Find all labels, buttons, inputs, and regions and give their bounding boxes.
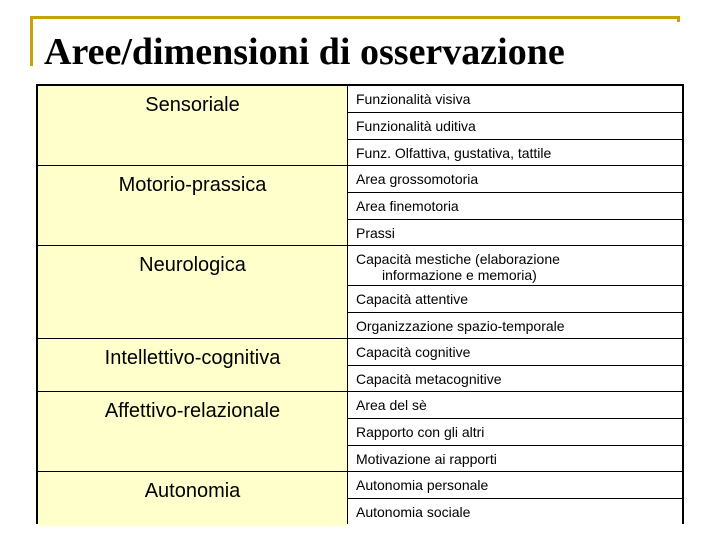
table-row: Motivazione ai rapporti [348, 446, 682, 472]
category-label: Neurologica [139, 254, 246, 276]
table-row: Prassi [348, 220, 682, 246]
category-cell-affettivo-relazionale [38, 392, 347, 472]
table-row: Capacità cognitive [348, 339, 682, 366]
table-row: Area del sè [348, 392, 682, 419]
table-row-line: Capacità mestiche (elaborazione [356, 251, 560, 267]
table-row: Autonomia personale [348, 472, 682, 499]
category-cell-neurologica [38, 246, 347, 339]
category-column [38, 86, 348, 522]
title-frame-top-line [30, 16, 680, 19]
table-row: Funzionalità visiva [348, 86, 682, 113]
category-cell-autonomia [38, 472, 347, 526]
table-row: Funzionalità uditiva [348, 113, 682, 140]
table-row-line: informazione e memoria) [382, 267, 537, 283]
table-row [348, 246, 682, 286]
table-row: Area grossomotoria [348, 166, 682, 193]
category-cell-intellettivo-cognitiva [38, 339, 347, 392]
item-column [348, 86, 682, 522]
category-cell-sensoriale [38, 86, 347, 166]
table-row: Capacità attentive [348, 286, 682, 313]
table-row: Funz. Olfattiva, gustativa, tattile [348, 140, 682, 166]
table-row: Autonomia sociale [348, 499, 682, 526]
category-cell-motorio-prassica [38, 166, 347, 246]
category-label: Intellettivo-cognitiva [104, 347, 281, 369]
slide-title: Aree/dimensioni di osservazione [44, 31, 565, 73]
category-label: Motorio-prassica [118, 174, 267, 196]
title-frame-left-line [30, 16, 33, 66]
category-label: Sensoriale [145, 94, 240, 116]
title-frame-right-tick [677, 16, 680, 22]
category-label: Affettivo-relazionale [104, 400, 281, 422]
table-row: Area finemotoria [348, 193, 682, 220]
table-row: Rapporto con gli altri [348, 419, 682, 446]
table-row: Capacità metacognitive [348, 366, 682, 392]
category-label: Autonomia [144, 480, 241, 502]
observation-areas-table [36, 84, 684, 524]
table-row: Organizzazione spazio-temporale [348, 313, 682, 339]
